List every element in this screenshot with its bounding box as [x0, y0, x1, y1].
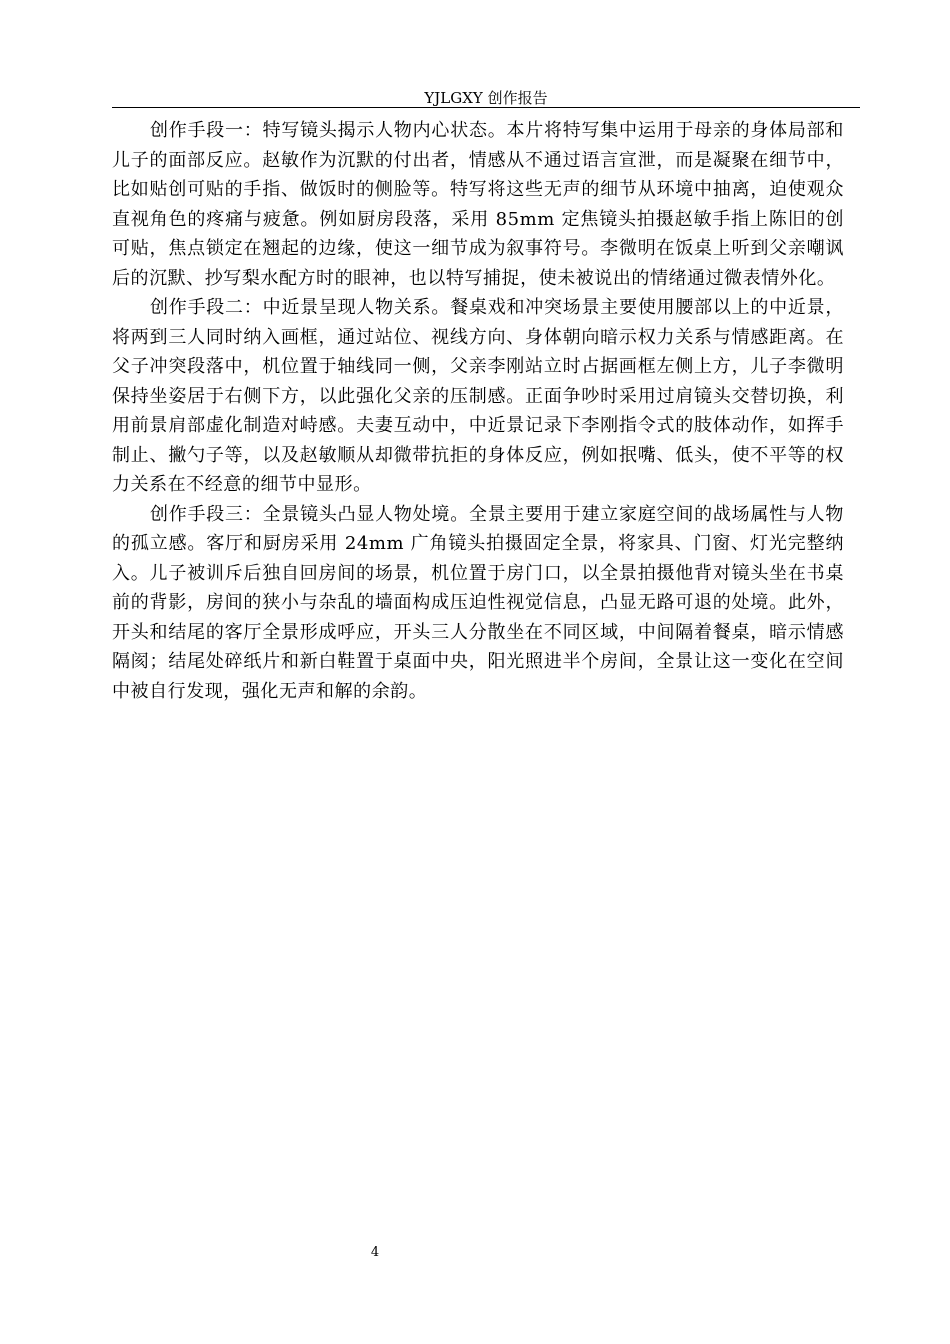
page-number: 4 — [370, 1245, 380, 1260]
paragraph-technique-one: 创作手段一：特写镜头揭示人物内心状态。本片将特写集中运用于母亲的身体局部和儿子的面部反应。赵敏作为沉默的付出者，情感从不通过语言宣泄，而是凝聚在细节中，比如贴创可贴的手指、做饭时的侧脸等。特写将这些无声的细节从环境中抽离，迫使观众直视角色的疼痛与疲惫。例如厨房段落，采用 85mm 定焦镜头拍摄赵敏手指上陈旧的创可贴，焦点锁定在翘起的边缘，使这一细节成为叙事符号。李微明在饭桌上听到父亲嘲讽后的沉默、抄写梨水配方时的眼神，也以特写捕捉，使未被说出的情绪通过微表情外化。 — [112, 120, 844, 289]
header-divider — [112, 107, 860, 108]
paragraph-technique-two: 创作手段二：中近景呈现人物关系。餐桌戏和冲突场景主要使用腰部以上的中近景，将两到三人同时纳入画框，通过站位、视线方向、身体朝向暗示权力关系与情感距离。在父子冲突段落中，机位置于轴线同一侧，父亲李刚站立时占据画框左侧上方，儿子李微明保持坐姿居于右侧下方，以此强化父亲的压制感。正面争吵时采用过肩镜头交替切换，利用前景肩部虚化制造对峙感。夫妻互动中，中近景记录下李刚指令式的肢体动作，如挥手制止、撇勺子等，以及赵敏顺从却微带抗拒的身体反应，例如抿嘴、低头，使不平等的权力关系在不经意的细节中显形。 — [112, 297, 844, 495]
page-header-title: YJLGXY 创作报告 — [424, 89, 548, 107]
paragraph-technique-three: 创作手段三：全景镜头凸显人物处境。全景主要用于建立家庭空间的战场属性与人物的孤立感。客厅和厨房采用 24mm 广角镜头拍摄固定全景，将家具、门窗、灯光完整纳入。儿子被训斥后独自回房间的场景，机位置于房门口，以全景拍摄他背对镜头坐在书桌前的背影，房间的狭小与杂乱的墙面构成压迫性视觉信息，凸显无路可退的处境。此外，开头和结尾的客厅全景形成呼应，开头三人分散坐在不同区域，中间隔着餐桌，暗示情感隔阂；结尾处碎纸片和新白鞋置于桌面中央，阳光照进半个房间，全景让这一变化在空间中被自行发现，强化无声和解的余韵。 — [112, 503, 844, 702]
body-text — [112, 116, 844, 706]
